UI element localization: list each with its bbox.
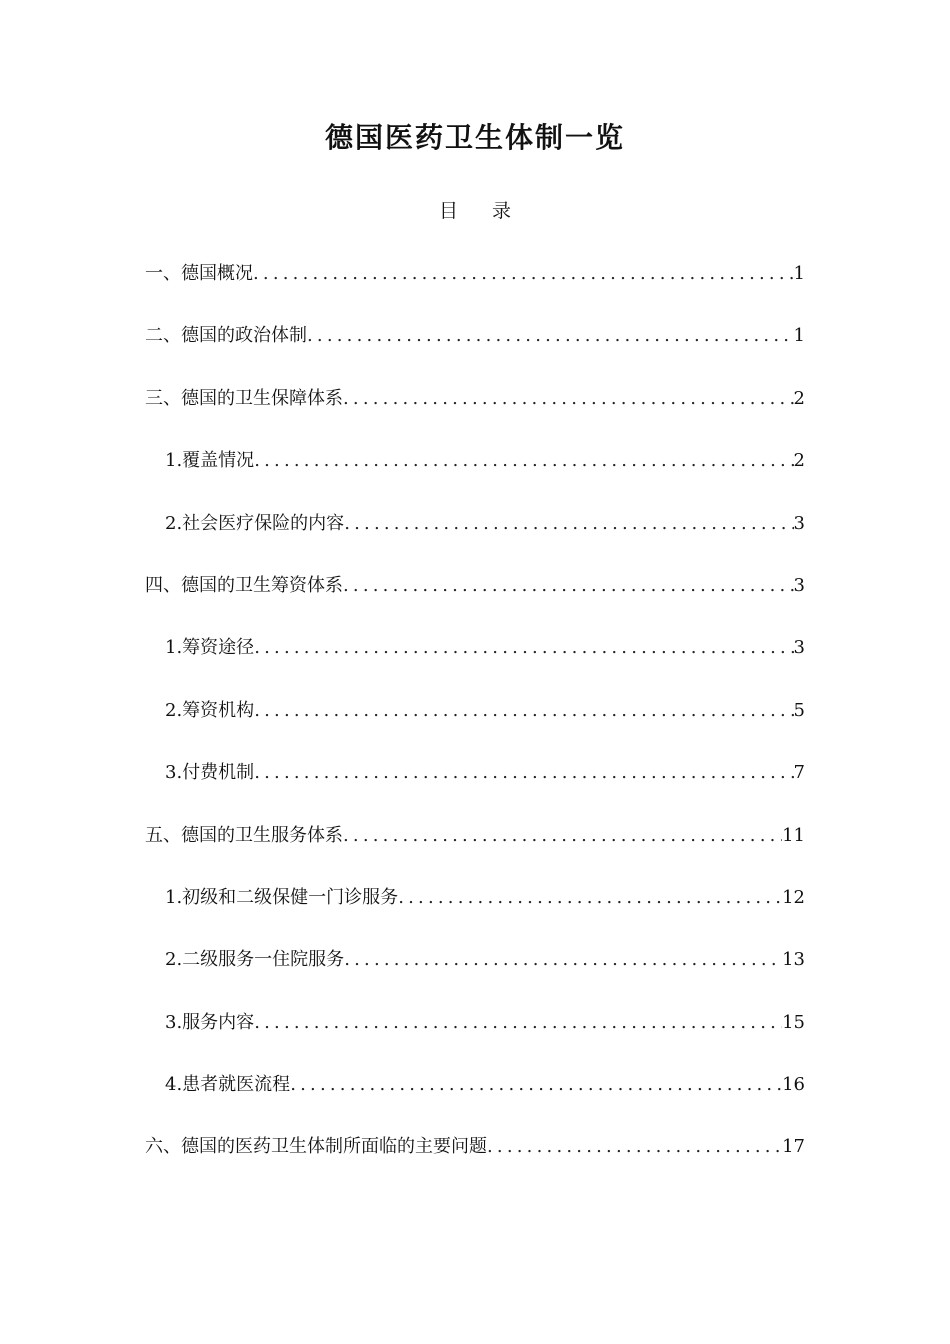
toc-dot-leader [290, 1065, 782, 1105]
toc-page-number: 11 [782, 824, 805, 846]
toc-subentry[interactable] [145, 753, 805, 815]
toc-entry-text: 三、德国的卫生保障体系 [145, 387, 343, 409]
toc-dot-leader [307, 316, 794, 356]
toc-dot-leader [254, 441, 793, 481]
toc-page-number: 15 [782, 1011, 805, 1033]
toc-entry[interactable] [145, 316, 805, 378]
toc-entry-text: 1.筹资途径 [165, 637, 255, 659]
toc-page-number: 12 [782, 886, 805, 908]
toc-page-number: 5 [793, 699, 805, 721]
toc-dot-leader [343, 566, 794, 606]
toc-page-number: 17 [782, 1136, 805, 1158]
toc-entry[interactable] [145, 1127, 805, 1189]
toc-entry[interactable] [145, 816, 805, 878]
toc-dot-leader [344, 504, 793, 544]
toc-page-number: 3 [793, 512, 805, 534]
toc-subentry[interactable] [145, 441, 805, 503]
toc-subentry[interactable] [145, 940, 805, 1002]
toc-dot-leader [254, 753, 793, 793]
toc-dot-leader [344, 940, 782, 980]
toc-page-number: 1 [793, 263, 805, 284]
toc-subentry[interactable] [145, 628, 805, 690]
toc-entry[interactable] [145, 566, 805, 628]
toc-entry-text: 1.覆盖情况 [165, 450, 255, 472]
toc-page-number: 13 [782, 949, 805, 971]
toc-entry[interactable] [145, 379, 805, 441]
toc-page-number: 16 [782, 1074, 805, 1096]
toc-dot-leader [254, 691, 793, 731]
toc-dot-leader [343, 816, 782, 856]
toc-entry-text: 六、德国的医药卫生体制所面临的主要问题 [145, 1136, 487, 1158]
toc-dot-leader [253, 254, 794, 294]
toc-subentry[interactable] [145, 691, 805, 753]
toc-entry-text: 2.社会医疗保险的内容 [165, 512, 345, 534]
toc-page-number: 2 [793, 450, 805, 472]
toc-dot-leader [487, 1127, 782, 1167]
toc-page-number: 3 [793, 637, 805, 659]
toc-dot-leader [398, 878, 782, 918]
toc-subentry[interactable] [145, 504, 805, 566]
toc-entry-text: 3.服务内容 [165, 1011, 255, 1033]
toc-entry-text: 1.初级和二级保健一门诊服务 [165, 886, 399, 908]
toc-page-number: 1 [793, 325, 805, 347]
toc-entry-text: 一、德国概况 [145, 263, 253, 284]
toc-entry-text: 五、德国的卫生服务体系 [145, 824, 343, 846]
toc-entry-text: 4.患者就医流程 [165, 1074, 291, 1096]
toc-subentry[interactable] [145, 1065, 805, 1127]
toc-page-number: 3 [793, 574, 805, 596]
toc-entry-text: 3.付费机制 [165, 762, 255, 784]
toc-dot-leader [343, 379, 794, 419]
toc-dot-leader [254, 1003, 782, 1043]
toc-subentry[interactable] [145, 1003, 805, 1065]
toc-entry-text: 2.二级服务一住院服务 [165, 949, 345, 971]
toc-dot-leader [254, 628, 793, 668]
toc-page-number: 2 [793, 387, 805, 409]
table-of-contents [145, 254, 805, 1190]
toc-entry-text: 四、德国的卫生筹资体系 [145, 574, 343, 596]
toc-subentry[interactable] [145, 878, 805, 940]
document-title: 德国医药卫生体制一览 [324, 121, 625, 154]
toc-page-number: 7 [793, 762, 805, 784]
toc-entry[interactable] [145, 254, 805, 316]
toc-entry-text: 二、德国的政治体制 [145, 325, 307, 347]
toc-entry-text: 2.筹资机构 [165, 699, 255, 721]
toc-heading: 目 录 [438, 200, 526, 222]
